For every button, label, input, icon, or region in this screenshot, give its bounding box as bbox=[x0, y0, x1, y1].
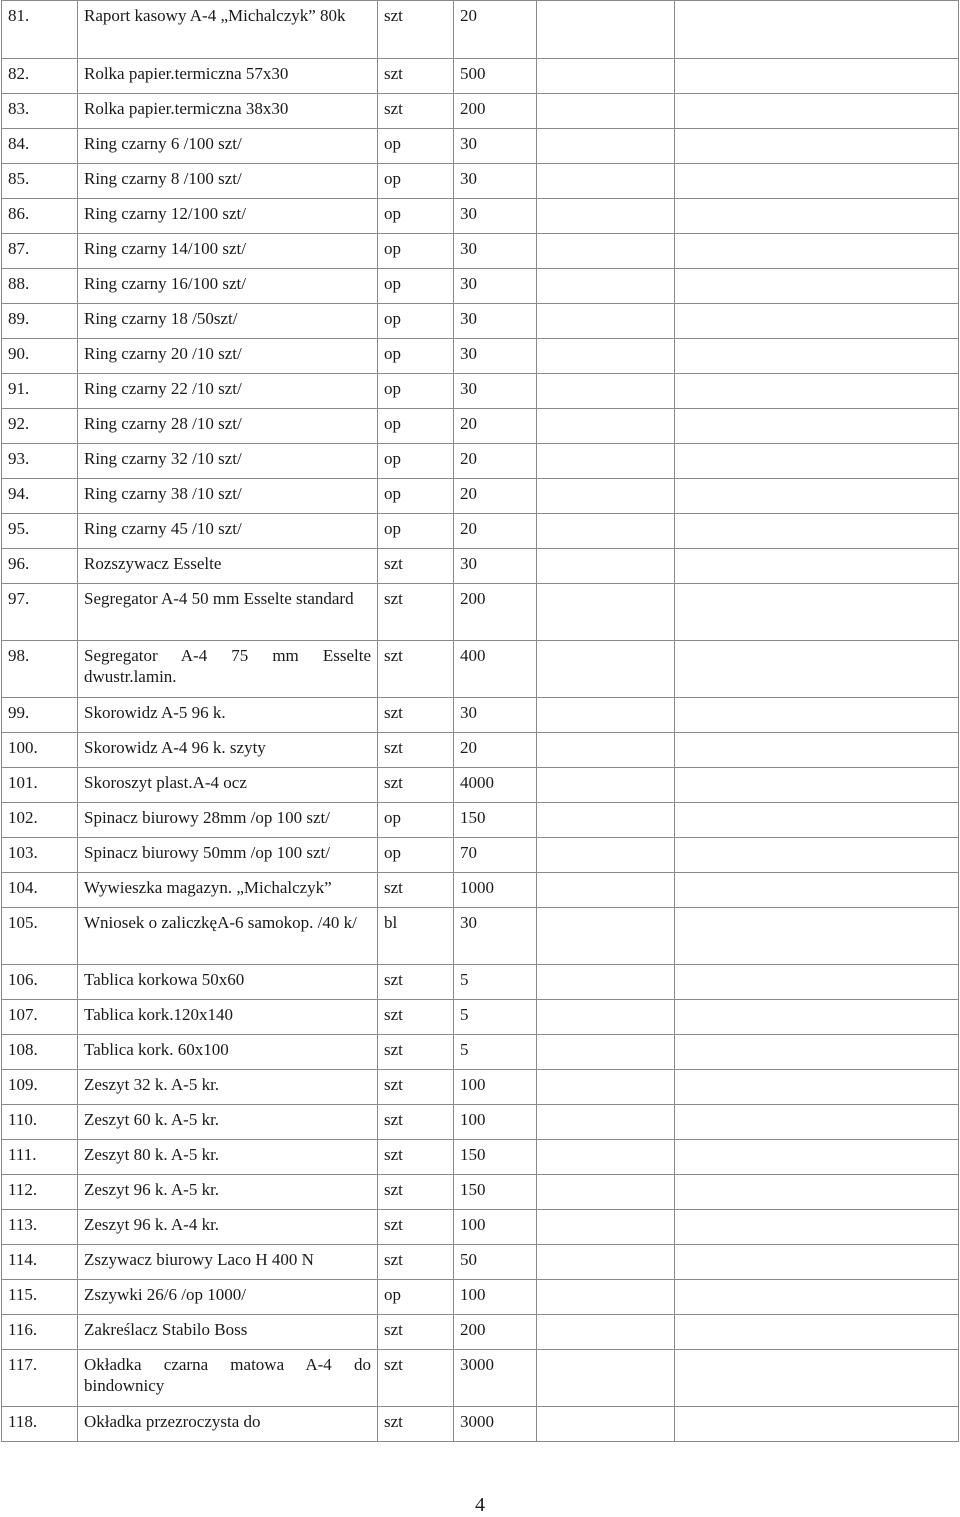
empty-cell bbox=[675, 339, 959, 374]
item-unit: szt bbox=[378, 1140, 454, 1175]
table-row bbox=[2, 1245, 959, 1280]
empty-cell bbox=[537, 1210, 675, 1245]
table-row bbox=[2, 908, 959, 965]
item-name: Tablica kork.120x140 bbox=[78, 1000, 378, 1035]
table-row bbox=[2, 479, 959, 514]
item-quantity: 400 bbox=[454, 641, 537, 698]
empty-cell bbox=[537, 234, 675, 269]
empty-cell bbox=[537, 803, 675, 838]
item-quantity: 3000 bbox=[454, 1407, 537, 1442]
table-row bbox=[2, 514, 959, 549]
items-table bbox=[1, 0, 959, 1442]
item-unit: szt bbox=[378, 1407, 454, 1442]
item-unit: szt bbox=[378, 733, 454, 768]
table-row bbox=[2, 1407, 959, 1442]
item-unit: szt bbox=[378, 768, 454, 803]
item-name: Ring czarny 12/100 szt/ bbox=[78, 199, 378, 234]
item-name: Zeszyt 32 k. A-5 kr. bbox=[78, 1070, 378, 1105]
table-row bbox=[2, 374, 959, 409]
row-number: 110. bbox=[2, 1105, 78, 1140]
table-row bbox=[2, 803, 959, 838]
table-row bbox=[2, 1315, 959, 1350]
table-row bbox=[2, 199, 959, 234]
item-name: Ring czarny 16/100 szt/ bbox=[78, 269, 378, 304]
row-number: 109. bbox=[2, 1070, 78, 1105]
item-name: Spinacz biurowy 28mm /op 100 szt/ bbox=[78, 803, 378, 838]
row-number: 97. bbox=[2, 584, 78, 641]
table-row bbox=[2, 304, 959, 339]
item-unit: op bbox=[378, 374, 454, 409]
empty-cell bbox=[537, 733, 675, 768]
empty-cell bbox=[675, 1035, 959, 1070]
item-name: Okładka czarna matowa A-4 do bindownicy bbox=[78, 1350, 378, 1407]
item-name: Tablica kork. 60x100 bbox=[78, 1035, 378, 1070]
row-number: 113. bbox=[2, 1210, 78, 1245]
empty-cell bbox=[675, 698, 959, 733]
empty-cell bbox=[537, 698, 675, 733]
empty-cell bbox=[537, 549, 675, 584]
empty-cell bbox=[675, 584, 959, 641]
empty-cell bbox=[537, 269, 675, 304]
item-quantity: 200 bbox=[454, 94, 537, 129]
item-name: Ring czarny 18 /50szt/ bbox=[78, 304, 378, 339]
row-number: 93. bbox=[2, 444, 78, 479]
empty-cell bbox=[675, 908, 959, 965]
row-number: 114. bbox=[2, 1245, 78, 1280]
empty-cell bbox=[537, 1245, 675, 1280]
table-row bbox=[2, 59, 959, 94]
item-unit: op bbox=[378, 444, 454, 479]
row-number: 83. bbox=[2, 94, 78, 129]
table-row bbox=[2, 129, 959, 164]
table-row bbox=[2, 1070, 959, 1105]
empty-cell bbox=[675, 1070, 959, 1105]
item-unit: szt bbox=[378, 1350, 454, 1407]
item-quantity: 30 bbox=[454, 199, 537, 234]
empty-cell bbox=[675, 1140, 959, 1175]
empty-cell bbox=[537, 444, 675, 479]
item-unit: op bbox=[378, 234, 454, 269]
table-row bbox=[2, 698, 959, 733]
row-number: 118. bbox=[2, 1407, 78, 1442]
empty-cell bbox=[537, 584, 675, 641]
item-quantity: 5 bbox=[454, 1035, 537, 1070]
row-number: 91. bbox=[2, 374, 78, 409]
item-name: Skorowidz A-5 96 k. bbox=[78, 698, 378, 733]
item-name: Zeszyt 96 k. A-4 kr. bbox=[78, 1210, 378, 1245]
table-row bbox=[2, 409, 959, 444]
table-row bbox=[2, 1, 959, 59]
row-number: 101. bbox=[2, 768, 78, 803]
empty-cell bbox=[537, 304, 675, 339]
empty-cell bbox=[537, 409, 675, 444]
row-number: 90. bbox=[2, 339, 78, 374]
row-number: 82. bbox=[2, 59, 78, 94]
item-quantity: 150 bbox=[454, 1140, 537, 1175]
empty-cell bbox=[675, 304, 959, 339]
empty-cell bbox=[537, 59, 675, 94]
table-row bbox=[2, 1035, 959, 1070]
empty-cell bbox=[537, 164, 675, 199]
item-quantity: 20 bbox=[454, 733, 537, 768]
empty-cell bbox=[675, 873, 959, 908]
row-number: 96. bbox=[2, 549, 78, 584]
items-table-body bbox=[2, 1, 959, 1442]
row-number: 95. bbox=[2, 514, 78, 549]
item-name: Rozszywacz Esselte bbox=[78, 549, 378, 584]
item-quantity: 200 bbox=[454, 584, 537, 641]
item-quantity: 70 bbox=[454, 838, 537, 873]
empty-cell bbox=[675, 1407, 959, 1442]
empty-cell bbox=[675, 838, 959, 873]
empty-cell bbox=[537, 1000, 675, 1035]
item-quantity: 5 bbox=[454, 1000, 537, 1035]
item-name: Ring czarny 45 /10 szt/ bbox=[78, 514, 378, 549]
item-quantity: 100 bbox=[454, 1280, 537, 1315]
empty-cell bbox=[537, 1280, 675, 1315]
item-unit: op bbox=[378, 129, 454, 164]
empty-cell bbox=[675, 269, 959, 304]
row-number: 117. bbox=[2, 1350, 78, 1407]
empty-cell bbox=[675, 549, 959, 584]
item-name: Ring czarny 38 /10 szt/ bbox=[78, 479, 378, 514]
empty-cell bbox=[675, 409, 959, 444]
item-quantity: 30 bbox=[454, 549, 537, 584]
row-number: 107. bbox=[2, 1000, 78, 1035]
item-unit: op bbox=[378, 269, 454, 304]
item-name: Ring czarny 22 /10 szt/ bbox=[78, 374, 378, 409]
item-unit: op bbox=[378, 339, 454, 374]
empty-cell bbox=[675, 94, 959, 129]
page-number: 4 bbox=[475, 1494, 485, 1516]
item-quantity: 20 bbox=[454, 409, 537, 444]
empty-cell bbox=[537, 94, 675, 129]
table-row bbox=[2, 1175, 959, 1210]
item-name: Rolka papier.termiczna 38x30 bbox=[78, 94, 378, 129]
item-name: Ring czarny 8 /100 szt/ bbox=[78, 164, 378, 199]
item-unit: szt bbox=[378, 59, 454, 94]
table-row bbox=[2, 641, 959, 698]
table-row bbox=[2, 1000, 959, 1035]
empty-cell bbox=[675, 1210, 959, 1245]
empty-cell bbox=[537, 1, 675, 59]
item-unit: op bbox=[378, 164, 454, 199]
empty-cell bbox=[675, 768, 959, 803]
empty-cell bbox=[675, 514, 959, 549]
empty-cell bbox=[675, 641, 959, 698]
item-name: Wniosek o zaliczkęA-6 samokop. /40 k/ bbox=[78, 908, 378, 965]
empty-cell bbox=[675, 1, 959, 59]
item-quantity: 20 bbox=[454, 479, 537, 514]
item-name: Ring czarny 6 /100 szt/ bbox=[78, 129, 378, 164]
empty-cell bbox=[537, 129, 675, 164]
row-number: 94. bbox=[2, 479, 78, 514]
empty-cell bbox=[537, 199, 675, 234]
row-number: 98. bbox=[2, 641, 78, 698]
empty-cell bbox=[537, 1070, 675, 1105]
empty-cell bbox=[537, 873, 675, 908]
table-row bbox=[2, 873, 959, 908]
empty-cell bbox=[675, 1245, 959, 1280]
item-name: Spinacz biurowy 50mm /op 100 szt/ bbox=[78, 838, 378, 873]
table-row bbox=[2, 164, 959, 199]
item-name: Ring czarny 20 /10 szt/ bbox=[78, 339, 378, 374]
empty-cell bbox=[537, 339, 675, 374]
item-quantity: 30 bbox=[454, 129, 537, 164]
item-name: Zeszyt 60 k. A-5 kr. bbox=[78, 1105, 378, 1140]
empty-cell bbox=[675, 59, 959, 94]
item-quantity: 30 bbox=[454, 269, 537, 304]
item-name: Zszywki 26/6 /op 1000/ bbox=[78, 1280, 378, 1315]
item-unit: op bbox=[378, 1280, 454, 1315]
table-row bbox=[2, 269, 959, 304]
row-number: 102. bbox=[2, 803, 78, 838]
item-name: Zeszyt 80 k. A-5 kr. bbox=[78, 1140, 378, 1175]
row-number: 111. bbox=[2, 1140, 78, 1175]
item-quantity: 5 bbox=[454, 965, 537, 1000]
empty-cell bbox=[675, 234, 959, 269]
row-number: 99. bbox=[2, 698, 78, 733]
item-unit: szt bbox=[378, 1175, 454, 1210]
row-number: 106. bbox=[2, 965, 78, 1000]
item-quantity: 100 bbox=[454, 1210, 537, 1245]
item-unit: szt bbox=[378, 641, 454, 698]
row-number: 84. bbox=[2, 129, 78, 164]
item-name: Zeszyt 96 k. A-5 kr. bbox=[78, 1175, 378, 1210]
empty-cell bbox=[537, 1105, 675, 1140]
item-quantity: 1000 bbox=[454, 873, 537, 908]
table-row bbox=[2, 768, 959, 803]
empty-cell bbox=[675, 164, 959, 199]
row-number: 92. bbox=[2, 409, 78, 444]
row-number: 116. bbox=[2, 1315, 78, 1350]
item-unit: szt bbox=[378, 1210, 454, 1245]
row-number: 81. bbox=[2, 1, 78, 59]
empty-cell bbox=[537, 1140, 675, 1175]
table-row bbox=[2, 444, 959, 479]
empty-cell bbox=[537, 908, 675, 965]
item-unit: szt bbox=[378, 94, 454, 129]
empty-cell bbox=[675, 444, 959, 479]
table-row bbox=[2, 94, 959, 129]
row-number: 87. bbox=[2, 234, 78, 269]
table-row bbox=[2, 339, 959, 374]
empty-cell bbox=[675, 1000, 959, 1035]
empty-cell bbox=[537, 1407, 675, 1442]
empty-cell bbox=[675, 1350, 959, 1407]
empty-cell bbox=[675, 803, 959, 838]
table-row bbox=[2, 1105, 959, 1140]
table-row bbox=[2, 965, 959, 1000]
item-unit: op bbox=[378, 304, 454, 339]
empty-cell bbox=[537, 965, 675, 1000]
item-quantity: 20 bbox=[454, 444, 537, 479]
item-unit: szt bbox=[378, 584, 454, 641]
item-unit: szt bbox=[378, 965, 454, 1000]
item-quantity: 30 bbox=[454, 374, 537, 409]
item-quantity: 100 bbox=[454, 1070, 537, 1105]
item-quantity: 4000 bbox=[454, 768, 537, 803]
empty-cell bbox=[675, 479, 959, 514]
item-quantity: 3000 bbox=[454, 1350, 537, 1407]
row-number: 115. bbox=[2, 1280, 78, 1315]
row-number: 88. bbox=[2, 269, 78, 304]
empty-cell bbox=[537, 1175, 675, 1210]
item-quantity: 150 bbox=[454, 1175, 537, 1210]
item-name: Ring czarny 28 /10 szt/ bbox=[78, 409, 378, 444]
item-unit: op bbox=[378, 479, 454, 514]
item-quantity: 30 bbox=[454, 234, 537, 269]
empty-cell bbox=[537, 1035, 675, 1070]
item-quantity: 500 bbox=[454, 59, 537, 94]
table-row bbox=[2, 549, 959, 584]
item-name: Tablica korkowa 50x60 bbox=[78, 965, 378, 1000]
empty-cell bbox=[537, 768, 675, 803]
item-unit: szt bbox=[378, 549, 454, 584]
item-unit: szt bbox=[378, 1070, 454, 1105]
item-quantity: 30 bbox=[454, 304, 537, 339]
table-row bbox=[2, 1280, 959, 1315]
item-unit: op bbox=[378, 838, 454, 873]
item-unit: szt bbox=[378, 1315, 454, 1350]
row-number: 105. bbox=[2, 908, 78, 965]
item-quantity: 30 bbox=[454, 698, 537, 733]
item-name: Ring czarny 32 /10 szt/ bbox=[78, 444, 378, 479]
row-number: 103. bbox=[2, 838, 78, 873]
empty-cell bbox=[675, 965, 959, 1000]
table-row bbox=[2, 838, 959, 873]
item-quantity: 30 bbox=[454, 339, 537, 374]
empty-cell bbox=[537, 479, 675, 514]
row-number: 100. bbox=[2, 733, 78, 768]
empty-cell bbox=[537, 641, 675, 698]
item-unit: szt bbox=[378, 1105, 454, 1140]
empty-cell bbox=[675, 199, 959, 234]
item-quantity: 30 bbox=[454, 908, 537, 965]
item-quantity: 30 bbox=[454, 164, 537, 199]
item-unit: op bbox=[378, 514, 454, 549]
row-number: 86. bbox=[2, 199, 78, 234]
item-name: Zakreślacz Stabilo Boss bbox=[78, 1315, 378, 1350]
empty-cell bbox=[537, 1350, 675, 1407]
item-name: Segregator A-4 75 mm Esselte dwustr.lamin. bbox=[78, 641, 378, 698]
table-row bbox=[2, 234, 959, 269]
item-unit: szt bbox=[378, 873, 454, 908]
item-unit: op bbox=[378, 803, 454, 838]
item-unit: op bbox=[378, 409, 454, 444]
table-row bbox=[2, 1140, 959, 1175]
empty-cell bbox=[675, 374, 959, 409]
item-name: Skoroszyt plast.A-4 ocz bbox=[78, 768, 378, 803]
item-quantity: 20 bbox=[454, 1, 537, 59]
empty-cell bbox=[675, 1280, 959, 1315]
empty-cell bbox=[675, 129, 959, 164]
item-unit: op bbox=[378, 199, 454, 234]
item-name: Ring czarny 14/100 szt/ bbox=[78, 234, 378, 269]
row-number: 85. bbox=[2, 164, 78, 199]
table-row bbox=[2, 1210, 959, 1245]
item-name: Okładka przezroczysta do bbox=[78, 1407, 378, 1442]
item-quantity: 100 bbox=[454, 1105, 537, 1140]
empty-cell bbox=[537, 838, 675, 873]
row-number: 108. bbox=[2, 1035, 78, 1070]
item-unit: szt bbox=[378, 1, 454, 59]
item-unit: bl bbox=[378, 908, 454, 965]
table-row bbox=[2, 733, 959, 768]
item-quantity: 200 bbox=[454, 1315, 537, 1350]
item-name: Segregator A-4 50 mm Esselte standard bbox=[78, 584, 378, 641]
empty-cell bbox=[537, 1315, 675, 1350]
row-number: 89. bbox=[2, 304, 78, 339]
empty-cell bbox=[675, 1105, 959, 1140]
row-number: 104. bbox=[2, 873, 78, 908]
empty-cell bbox=[537, 374, 675, 409]
row-number: 112. bbox=[2, 1175, 78, 1210]
empty-cell bbox=[675, 1315, 959, 1350]
item-unit: szt bbox=[378, 698, 454, 733]
item-unit: szt bbox=[378, 1000, 454, 1035]
empty-cell bbox=[675, 733, 959, 768]
table-row bbox=[2, 584, 959, 641]
item-name: Raport kasowy A-4 „Michalczyk” 80k bbox=[78, 1, 378, 59]
item-name: Skorowidz A-4 96 k. szyty bbox=[78, 733, 378, 768]
empty-cell bbox=[675, 1175, 959, 1210]
table-row bbox=[2, 1350, 959, 1407]
item-unit: szt bbox=[378, 1245, 454, 1280]
item-name: Rolka papier.termiczna 57x30 bbox=[78, 59, 378, 94]
item-quantity: 50 bbox=[454, 1245, 537, 1280]
item-quantity: 20 bbox=[454, 514, 537, 549]
item-name: Zszywacz biurowy Laco H 400 N bbox=[78, 1245, 378, 1280]
item-name: Wywieszka magazyn. „Michalczyk” bbox=[78, 873, 378, 908]
item-quantity: 150 bbox=[454, 803, 537, 838]
item-unit: szt bbox=[378, 1035, 454, 1070]
empty-cell bbox=[537, 514, 675, 549]
